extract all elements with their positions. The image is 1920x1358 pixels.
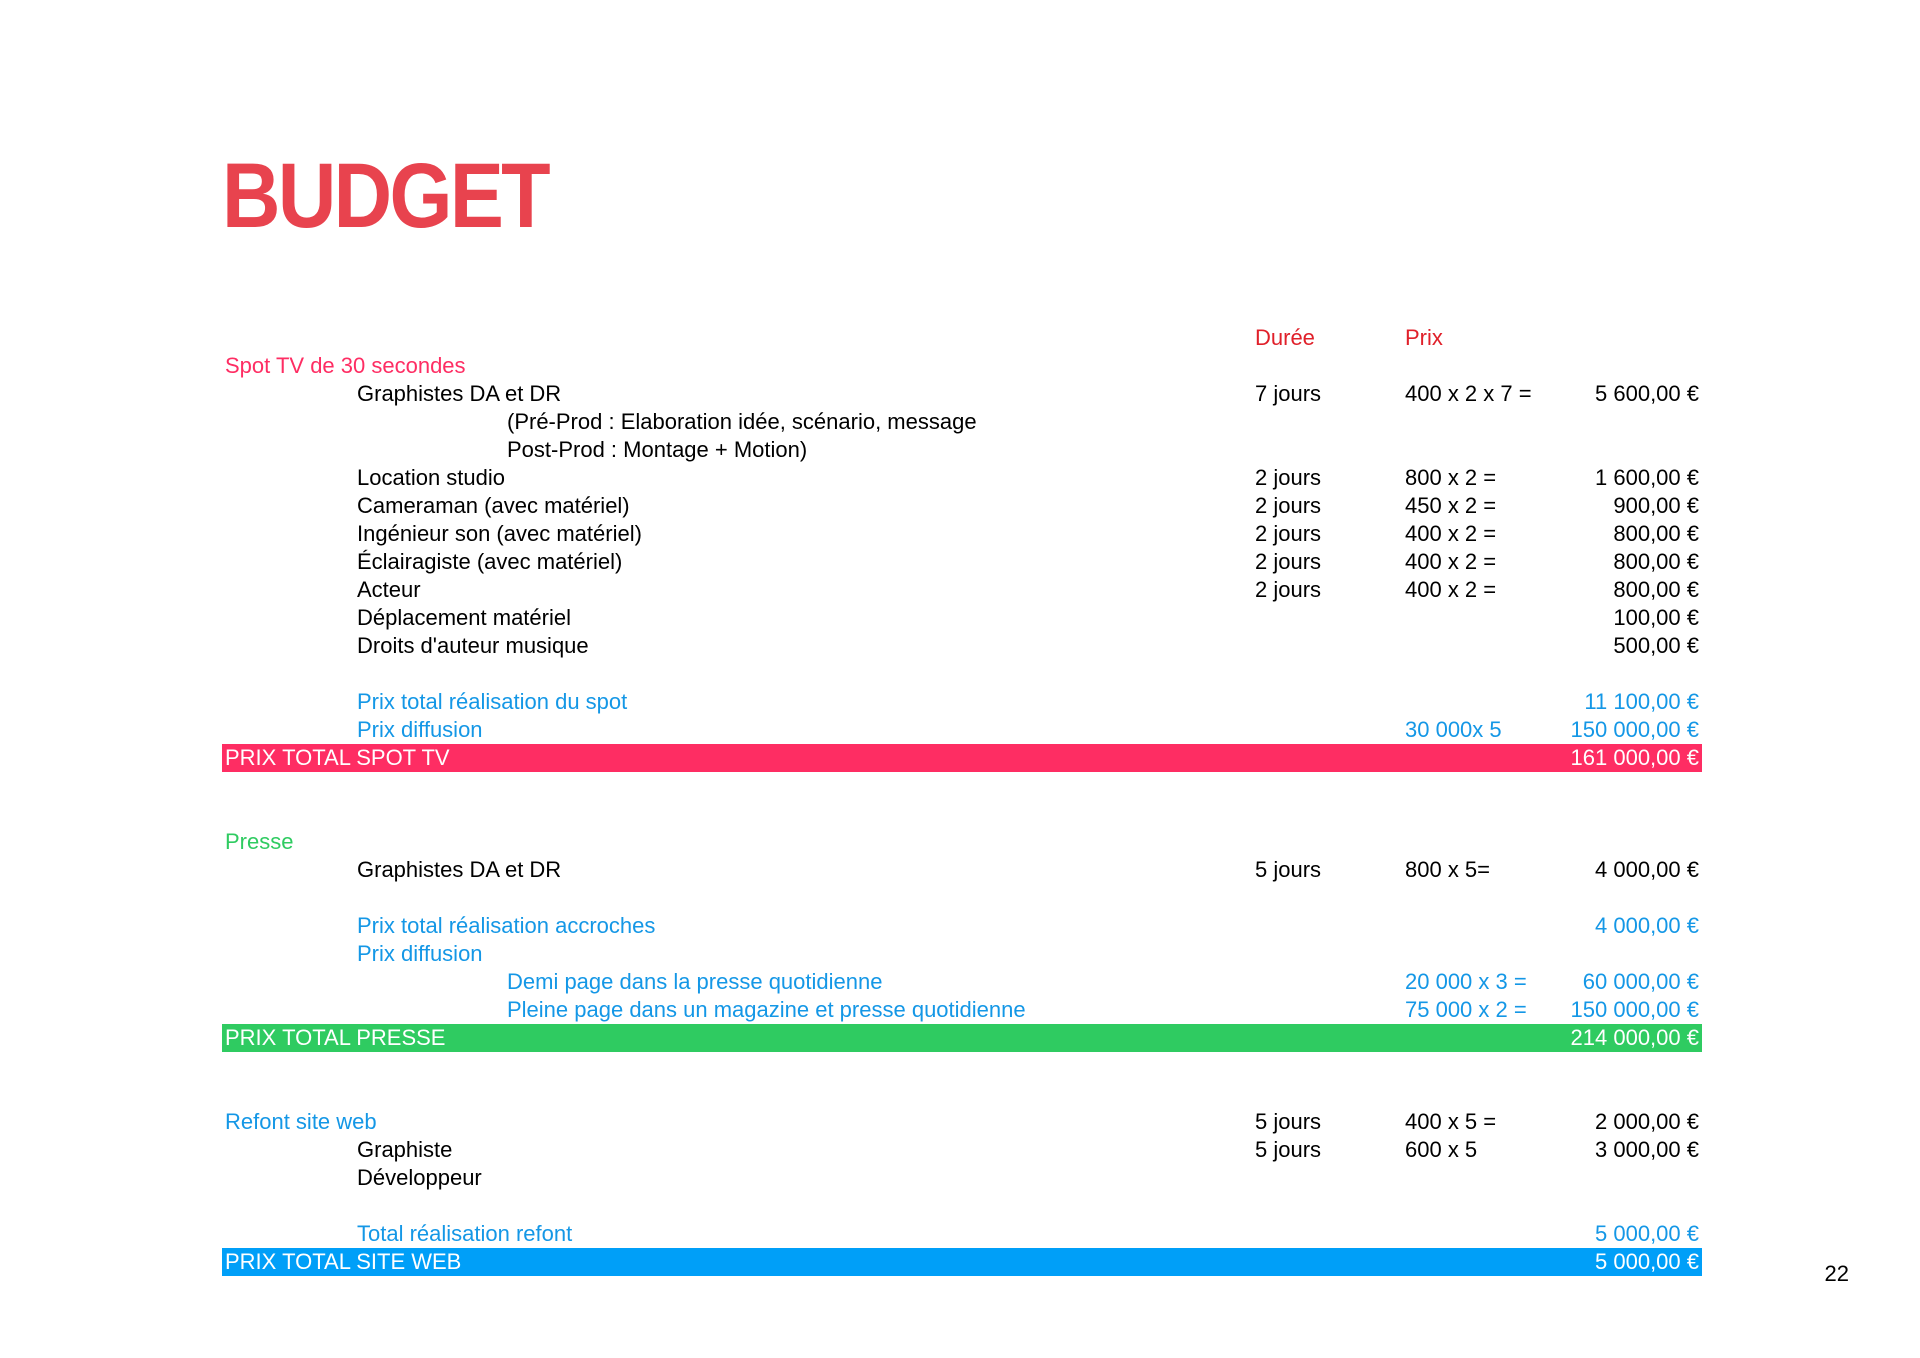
budget-sheet bbox=[222, 324, 1702, 1276]
column-headers bbox=[222, 324, 1702, 352]
diffusion-item-label: Pleine page dans un magazine et presse quotidienne bbox=[507, 997, 1026, 1022]
row-label: Graphiste bbox=[357, 1137, 453, 1162]
row-amount: 500,00 € bbox=[1613, 633, 1699, 658]
row-amount: 100,00 € bbox=[1613, 605, 1699, 630]
row-duration: 2 jours bbox=[1255, 521, 1322, 546]
subtotal-label: Prix total réalisation du spot bbox=[357, 689, 628, 714]
row-label: Ingénieur son (avec matériel) bbox=[357, 521, 642, 546]
section-title-presse bbox=[222, 828, 1702, 856]
total-bar-presse bbox=[222, 1024, 1702, 1052]
row-calc: 600 x 5 bbox=[1405, 1137, 1478, 1162]
table-row bbox=[222, 1136, 1702, 1164]
diffusion-label: Prix diffusion bbox=[357, 717, 483, 742]
row-label: Graphistes DA et DR bbox=[357, 857, 562, 882]
diffusion-label: Prix diffusion bbox=[357, 941, 483, 966]
spacer bbox=[222, 1192, 1702, 1220]
row-label: Acteur bbox=[357, 577, 421, 602]
row-duration: 2 jours bbox=[1255, 577, 1322, 602]
row-duration: 2 jours bbox=[1255, 493, 1322, 518]
row-calc: 400 x 2 x 7 = bbox=[1405, 381, 1532, 406]
page-number: 22 bbox=[1824, 1261, 1849, 1286]
total-bar-spot bbox=[222, 744, 1702, 772]
diffusion-amount: 150 000,00 € bbox=[1570, 717, 1699, 742]
row-calc: 800 x 5= bbox=[1405, 857, 1491, 882]
row-amount: 5 600,00 € bbox=[1595, 381, 1699, 406]
row-label: (Pré-Prod : Elaboration idée, scénario, message bbox=[507, 409, 977, 434]
diffusion-row-spot bbox=[222, 716, 1702, 744]
row-calc: 400 x 2 = bbox=[1405, 521, 1497, 546]
row-label: Droits d'auteur musique bbox=[357, 633, 589, 658]
table-row-note bbox=[222, 408, 1702, 436]
section-title-label: Refont site web bbox=[225, 1109, 377, 1134]
total-bar-web bbox=[222, 1248, 1702, 1276]
row-amount: 800,00 € bbox=[1613, 521, 1699, 546]
row-label: Cameraman (avec matériel) bbox=[357, 493, 630, 518]
row-label: Post-Prod : Montage + Motion) bbox=[507, 437, 808, 462]
spacer bbox=[222, 1052, 1702, 1108]
row-calc: 400 x 2 = bbox=[1405, 577, 1497, 602]
table-row bbox=[222, 464, 1702, 492]
subtotal-label: Total réalisation refont bbox=[357, 1221, 573, 1246]
header-duree: Durée bbox=[1255, 325, 1315, 350]
row-amount: 2 000,00 € bbox=[1595, 1109, 1699, 1134]
row-amount: 3 000,00 € bbox=[1595, 1137, 1699, 1162]
row-duration: 5 jours bbox=[1255, 857, 1322, 882]
row-label: Développeur bbox=[357, 1165, 482, 1190]
section-title-web bbox=[222, 1108, 1702, 1136]
row-calc: 400 x 5 = bbox=[1405, 1109, 1497, 1134]
spacer bbox=[222, 772, 1702, 828]
row-amount: 800,00 € bbox=[1613, 577, 1699, 602]
total-amount: 161 000,00 € bbox=[1570, 745, 1699, 770]
row-amount: 1 600,00 € bbox=[1595, 465, 1699, 490]
row-duration: 7 jours bbox=[1255, 381, 1322, 406]
row-calc: 800 x 2 = bbox=[1405, 465, 1497, 490]
diffusion-item bbox=[222, 996, 1702, 1024]
table-row bbox=[222, 604, 1702, 632]
header-prix: Prix bbox=[1405, 325, 1443, 350]
table-row-note bbox=[222, 436, 1702, 464]
spacer bbox=[222, 884, 1702, 912]
row-label: Déplacement matériel bbox=[357, 605, 571, 630]
subtotal-amount: 11 100,00 € bbox=[1584, 689, 1699, 714]
total-amount: 5 000,00 € bbox=[1595, 1249, 1699, 1274]
diffusion-item-calc: 20 000 x 3 = bbox=[1405, 969, 1527, 994]
spacer bbox=[222, 660, 1702, 688]
subtotal-row-web bbox=[222, 1220, 1702, 1248]
subtotal-label: Prix total réalisation accroches bbox=[357, 913, 656, 938]
table-row bbox=[222, 520, 1702, 548]
table-row bbox=[222, 380, 1702, 408]
diffusion-item-label: Demi page dans la presse quotidienne bbox=[507, 969, 883, 994]
row-calc: 400 x 2 = bbox=[1405, 549, 1497, 574]
subtotal-row-spot bbox=[222, 688, 1702, 716]
row-duration: 5 jours bbox=[1255, 1137, 1322, 1162]
total-label: PRIX TOTAL PRESSE bbox=[225, 1025, 446, 1050]
row-label: Graphistes DA et DR bbox=[357, 381, 562, 406]
diffusion-item-amount: 150 000,00 € bbox=[1570, 997, 1699, 1022]
row-amount: 800,00 € bbox=[1613, 549, 1699, 574]
total-amount: 214 000,00 € bbox=[1570, 1025, 1699, 1050]
row-label: Éclairagiste (avec matériel) bbox=[357, 549, 623, 574]
section-title-label: Presse bbox=[225, 829, 294, 854]
row-duration: 2 jours bbox=[1255, 549, 1322, 574]
row-calc: 450 x 2 = bbox=[1405, 493, 1497, 518]
table-row bbox=[222, 576, 1702, 604]
row-amount: 4 000,00 € bbox=[1595, 857, 1699, 882]
table-row bbox=[222, 1164, 1702, 1192]
diffusion-item-calc: 75 000 x 2 = bbox=[1405, 997, 1527, 1022]
total-label: PRIX TOTAL SITE WEB bbox=[225, 1249, 462, 1274]
row-duration: 2 jours bbox=[1255, 465, 1322, 490]
diffusion-item-amount: 60 000,00 € bbox=[1582, 969, 1699, 994]
diffusion-item bbox=[222, 968, 1702, 996]
section-title-label: Spot TV de 30 secondes bbox=[225, 353, 466, 378]
subtotal-amount: 5 000,00 € bbox=[1595, 1221, 1699, 1246]
diffusion-row-presse bbox=[222, 940, 1702, 968]
section-title-spot bbox=[222, 352, 1702, 380]
table-row bbox=[222, 632, 1702, 660]
subtotal-row-presse bbox=[222, 912, 1702, 940]
subtotal-amount: 4 000,00 € bbox=[1595, 913, 1699, 938]
table-row bbox=[222, 492, 1702, 520]
page-title: BUDGET bbox=[222, 145, 548, 247]
row-label: Location studio bbox=[357, 465, 505, 490]
row-duration: 5 jours bbox=[1255, 1109, 1322, 1134]
diffusion-calc: 30 000x 5 bbox=[1405, 717, 1502, 742]
total-label: PRIX TOTAL SPOT TV bbox=[225, 745, 450, 770]
table-row bbox=[222, 548, 1702, 576]
row-amount: 900,00 € bbox=[1613, 493, 1699, 518]
table-row bbox=[222, 856, 1702, 884]
